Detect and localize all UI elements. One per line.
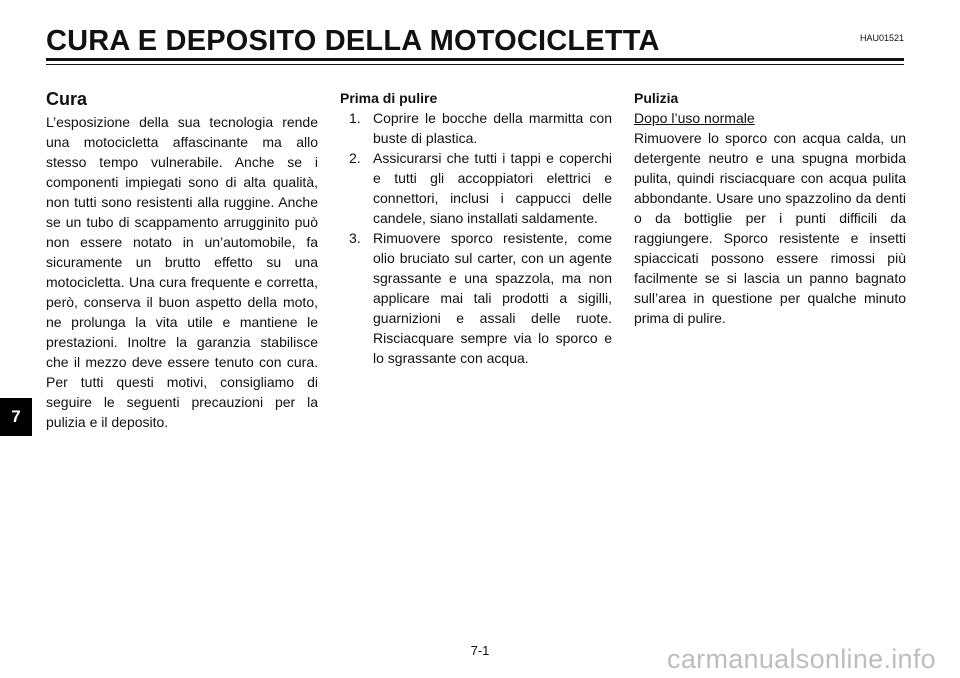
document-code: HAU01521 <box>859 33 904 43</box>
subheading-dopo-uso-normale: Dopo l’uso normale <box>634 110 755 126</box>
section-heading-prima-di-pulire: Prima di pulire <box>340 90 438 106</box>
section-heading-cura: Cura <box>46 89 88 109</box>
list-item-text: Coprire le bocche della marmitta con buste di plastica. <box>373 110 612 146</box>
title-rule <box>46 58 904 61</box>
chapter-tab: 7 <box>0 398 32 436</box>
list-item-text: Rimuovere sporco resistente, come olio bruciato sul carter, con un agente sgrassante e una spazzola, ma non applicare mai tali prodotti a sigilli, guarnizioni e assali delle ruote. Risciacquare sempre via lo sporco e lo sgrassante con acqua. <box>373 230 612 366</box>
steps-list <box>340 108 612 368</box>
cura-paragraph: L’esposizione della sua tecnologia rende una motocicletta affascinante ma allo stesso tempo vulnerabile. Anche se i componenti impiegati sono di alta qualità, non tutti sono resistenti alla ruggine. Anche se un tubo di scappamento arrugginito può non essere notato in un’automobile, fa sicuramente un brutto effetto su una motocicletta. Una cura frequente e corretta, però, conserva il buon aspetto della moto, ne prolunga la vita utile e mantiene le prestazioni. Inoltre la garanzia stabilisce che il mezzo deve essere tenuto con cura. Per tutti questi motivi, consigliamo di seguire le seguenti precauzioni per la pulizia e il deposito. <box>46 114 318 430</box>
list-item <box>340 148 612 228</box>
list-item-text: Assicurarsi che tutti i tappi e coperchi e tutti gli accoppiatori elettrici e connettori, inclusi i cappucci delle candele, siano installati saldamente. <box>373 150 612 226</box>
page-title: CURA E DEPOSITO DELLA MOTOCICLETTA <box>46 25 660 57</box>
page-number: 7-1 <box>470 643 490 658</box>
column-prima-di-pulire <box>340 88 612 368</box>
column-pulizia <box>634 88 906 328</box>
list-item <box>340 228 612 368</box>
section-heading-pulizia: Pulizia <box>634 90 679 106</box>
list-item-number: 2. <box>349 150 361 166</box>
list-item <box>340 108 612 148</box>
column-cura <box>46 88 318 432</box>
watermark: carmanualsonline.info <box>667 644 936 674</box>
list-item-number: 1. <box>349 110 361 126</box>
pulizia-paragraph: Rimuovere lo sporco con acqua calda, un detergente neutro e una spugna morbida pulita, quindi risciacquare con acqua pulita abbondante. Usare uno spazzolino da denti o da bottiglie per i punti difficili da raggiungere. Sporco resistente e insetti spiaccicati possono essere rimossi più facilmente se si lascia un panno bagnato sull’area in questione per qualche minuto prima di pulire. <box>634 130 906 326</box>
list-item-number: 3. <box>349 230 361 246</box>
title-subrule <box>46 64 904 65</box>
